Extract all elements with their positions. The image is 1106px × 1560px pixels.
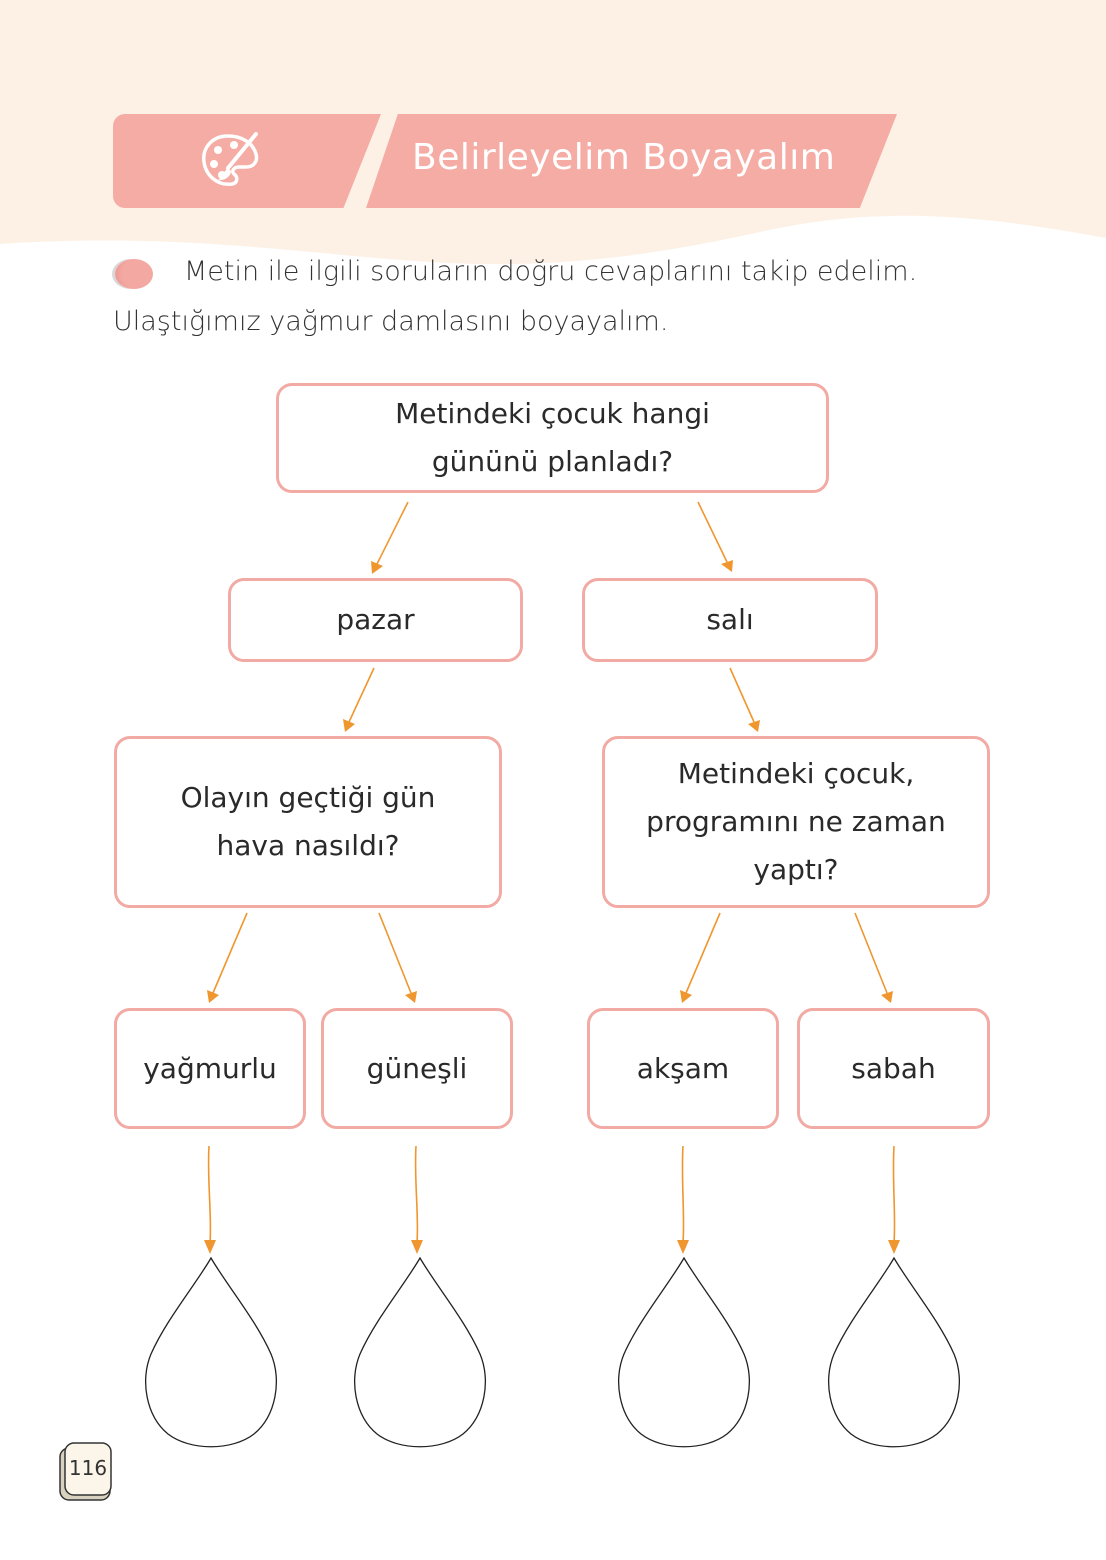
question-1-line-2: gününü planladı? [431,445,674,478]
answer-label-gunesli: güneşli [366,1051,468,1085]
arrow-to-question-2 [349,668,374,722]
answer-box-sabah[interactable] [797,1008,990,1129]
question-2-line-1: Olayın geçtiği gün [180,781,436,814]
question-box-3 [602,736,990,908]
raindrop-gunesli[interactable] [353,1254,487,1450]
answer-label-sali: salı [706,603,754,636]
instruction-line-2: Ulaştığımız yağmur damlasını boyayalım. [113,306,669,337]
bullet-dot [115,259,153,289]
answer-label-aksam: akşam [636,1051,730,1085]
question-box-1 [276,383,829,493]
question-3-line-3: yaptı? [753,853,839,886]
question-box-2 [114,736,502,908]
answer-label-yagmurlu: yağmurlu [143,1051,277,1085]
raindrop-sabah[interactable] [827,1254,961,1450]
arrow-to-pazar [377,502,408,564]
arrow-to-question-3 [730,668,754,722]
arrow-to-sali [698,502,727,562]
raindrop-yagmurlu[interactable] [144,1254,278,1450]
question-1-line-1: Metindeki çocuk hangi [395,397,710,430]
question-3-line-1: Metindeki çocuk, [677,757,915,790]
answer-label-sabah: sabah [851,1051,936,1085]
instruction-line-1: Metin ile ilgili soruların doğru cevaplarını takip edelim. [184,256,918,287]
answer-box-pazar[interactable] [228,578,523,662]
palette-brush-icon [198,128,262,192]
section-title: Belirleyelim Boyayalım [412,137,836,178]
question-2-line-2: hava nasıldı? [216,829,400,862]
answer-box-sali[interactable] [582,578,878,662]
question-3-line-2: programını ne zaman [646,805,946,838]
answer-box-aksam[interactable] [587,1008,779,1129]
raindrop-aksam[interactable] [617,1254,751,1450]
answer-label-pazar: pazar [336,603,415,636]
answer-box-yagmurlu[interactable] [114,1008,306,1129]
answer-box-gunesli[interactable] [321,1008,513,1129]
page-number: 116 [68,1456,108,1480]
